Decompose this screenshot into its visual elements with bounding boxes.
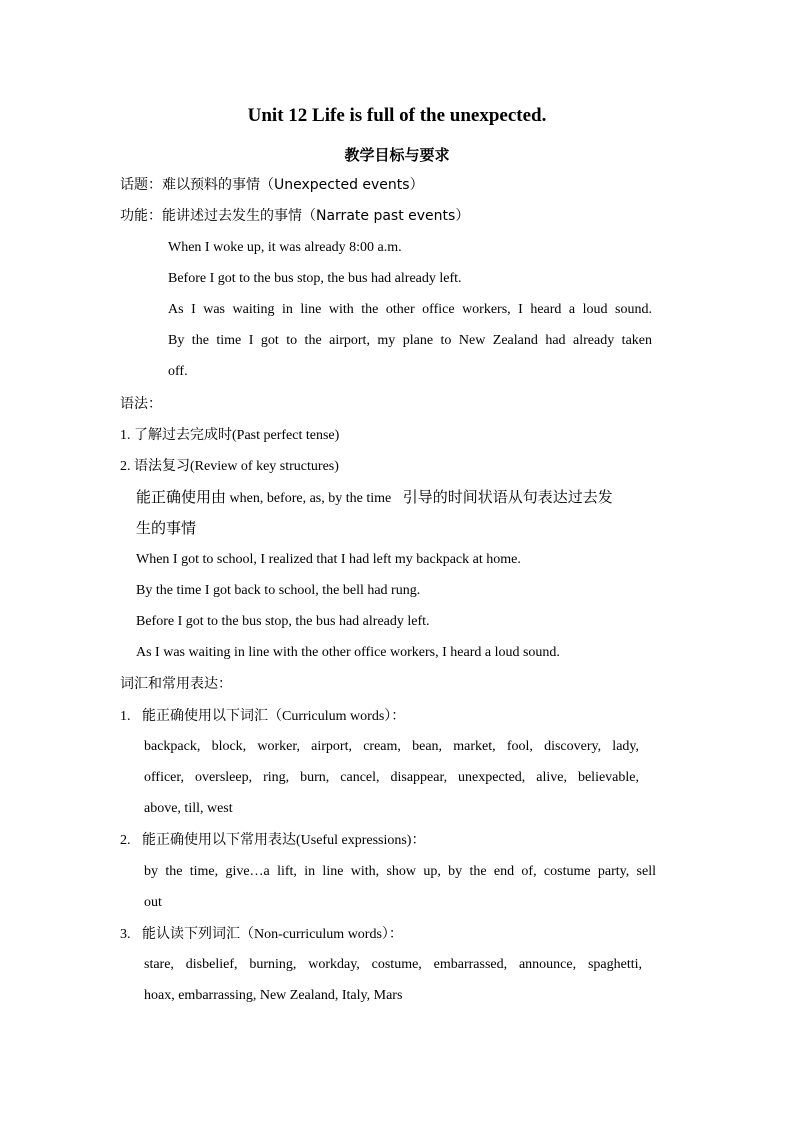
grammar-desc-en: when, before, as, by the time bbox=[229, 491, 392, 506]
grammar-item-2-en: (Review of key structures) bbox=[190, 459, 339, 474]
grammar-item-1-cn: 了解过去完成时 bbox=[134, 427, 232, 443]
vocab-item-1-tail: ）： bbox=[384, 708, 406, 724]
grammar-item-2-num: 2. bbox=[120, 459, 131, 474]
grammar-item-2-cn: 语法复习 bbox=[134, 458, 190, 474]
grammar-desc-cn2: 引导的时间状语从句表达过去发 bbox=[402, 488, 613, 506]
topic-line bbox=[120, 175, 424, 196]
vocab-item-2-cn: 能正确使用以下常用表达 bbox=[142, 832, 296, 848]
vocab-item-1-cn: 能正确使用以下词汇（ bbox=[142, 708, 282, 724]
function-example: By the time I got to the airport, my plane to New Zealand had already taken bbox=[168, 333, 652, 348]
vocab-word-line: hoax, embarrassing, New Zealand, Italy, Mars bbox=[144, 988, 403, 1003]
grammar-item-1-en: (Past perfect tense) bbox=[232, 428, 340, 443]
topic-text: 难以预料的事情（Unexpected events） bbox=[162, 177, 424, 193]
vocab-item-2 bbox=[120, 830, 425, 851]
vocab-item-3-num: 3. bbox=[120, 927, 131, 942]
grammar-item-2 bbox=[120, 456, 339, 477]
vocab-expression-line: out bbox=[144, 895, 162, 910]
grammar-item-1 bbox=[120, 425, 339, 446]
grammar-desc-line-2: 生的事情 bbox=[136, 519, 197, 537]
vocab-item-1 bbox=[120, 706, 405, 727]
vocab-word-line: stare, disbelief, burning, workday, costume, embarrassed, announce, spaghetti, bbox=[144, 957, 642, 972]
vocab-expression-line: by the time, give…a lift, in line with, show up, by the end of, costume party, sell bbox=[144, 864, 656, 879]
grammar-desc-line-1 bbox=[136, 487, 613, 509]
vocab-item-3-tail: ）： bbox=[381, 926, 403, 942]
vocab-item-1-num: 1. bbox=[120, 709, 131, 724]
function-example: As I was waiting in line with the other office workers, I heard a loud sound. bbox=[168, 302, 652, 317]
function-line bbox=[120, 206, 469, 227]
function-example: When I woke up, it was already 8:00 a.m. bbox=[168, 240, 402, 255]
grammar-desc-cn1: 能正确使用由 bbox=[136, 488, 227, 506]
grammar-label: 语法： bbox=[120, 396, 162, 412]
vocab-item-3-cn: 能认读下列词汇（ bbox=[142, 926, 254, 942]
vocab-item-1-en: Curriculum words bbox=[282, 709, 385, 724]
vocab-word-line: backpack, block, worker, airport, cream, bean, market, fool, discovery, lady, bbox=[144, 739, 639, 754]
function-label: 功能： bbox=[120, 208, 162, 224]
grammar-example: By the time I got back to school, the bell had rung. bbox=[136, 583, 421, 598]
vocab-item-2-en: (Useful expressions) bbox=[296, 833, 412, 848]
function-example: off. bbox=[168, 364, 188, 379]
vocab-word-line: above, till, west bbox=[144, 801, 233, 816]
function-example: Before I got to the bus stop, the bus had already left. bbox=[168, 271, 462, 286]
function-text: 能讲述过去发生的事情（Narrate past events） bbox=[162, 208, 470, 224]
grammar-example: Before I got to the bus stop, the bus had already left. bbox=[136, 614, 430, 629]
page-title: Unit 12 Life is full of the unexpected. bbox=[247, 105, 547, 126]
grammar-example: When I got to school, I realized that I had left my backpack at home. bbox=[136, 552, 521, 567]
page-subtitle: 教学目标与要求 bbox=[344, 146, 450, 164]
topic-label: 话题： bbox=[120, 177, 162, 193]
grammar-item-1-num: 1. bbox=[120, 428, 131, 443]
vocab-label: 词汇和常用表达： bbox=[120, 676, 232, 692]
vocab-item-3-en: Non-curriculum words bbox=[254, 927, 382, 942]
vocab-word-line: officer, oversleep, ring, burn, cancel, disappear, unexpected, alive, believable, bbox=[144, 770, 639, 785]
vocab-item-2-num: 2. bbox=[120, 833, 131, 848]
vocab-item-3 bbox=[120, 924, 403, 945]
vocab-item-2-tail: ： bbox=[411, 832, 426, 848]
grammar-example: As I was waiting in line with the other office workers, I heard a loud sound. bbox=[136, 645, 560, 660]
